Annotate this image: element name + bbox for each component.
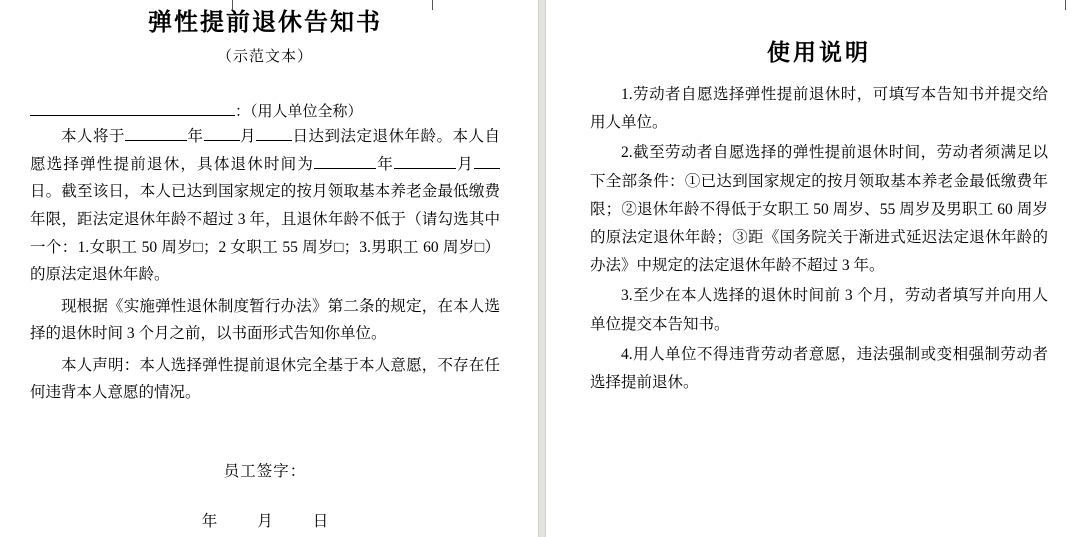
blank-month-1[interactable]: [204, 125, 240, 142]
seg-month-2: 月: [456, 155, 474, 173]
signature-date[interactable]: [30, 509, 500, 531]
instruction-item-1: 1.劳动者自愿选择弹性提前退休时，可填写本告知书并提交给用人单位。: [590, 86, 1048, 132]
paragraph-statement: 本人声明：本人选择弹性提前退休完全基于本人意愿，不存在任何违背本人意愿的情况。: [30, 356, 500, 402]
employer-name-blank[interactable]: [30, 100, 235, 116]
blank-year-2[interactable]: [314, 152, 376, 169]
seg-intro: 本人将于: [61, 128, 125, 146]
date-year-label: 年: [201, 512, 218, 530]
page-gutter: [538, 0, 546, 537]
date-month-label: 月: [257, 512, 273, 530]
seg-tail: 日。截至该日，本人已达到国家规定的按月领取基本养老金最低缴费年限，距法定退休年龄不超过 3 年，且退休年龄不低于（请勾选其中一个：1.女职工 50 周岁□；2 女职工 55 周岁□；3.男职工 60 周岁□）的原法定退休年龄。: [30, 183, 500, 284]
employer-name-label: ：（用人单位全称）: [235, 104, 363, 121]
seg-mid: 日达到法定退休年龄。本人自愿选择弹性提前退休，具体退休时间为: [30, 128, 500, 173]
crop-mark-top-right-page: [1065, 0, 1066, 10]
instruction-item-3: 3.至少在本人选择的退休时间前 3 个月，劳动者填写并向用人单位提交本告知书。: [590, 287, 1048, 333]
seg-month-1: 月: [239, 128, 256, 146]
crop-mark-top-left: [232, 0, 233, 10]
paragraph-regulation: 现根据《实施弹性退休制度暂行办法》第二条的规定，在本人选择的退休时间 3 个月之前，以书面形式告知你单位。: [30, 297, 500, 343]
blank-day-2[interactable]: [474, 152, 500, 169]
blank-month-2[interactable]: [394, 152, 456, 169]
instructions-title: 使用说明: [767, 40, 871, 65]
page-left: [0, 0, 538, 537]
page-right: [546, 0, 1080, 537]
instruction-item-2: 2.截至劳动者自愿选择的弹性提前退休时间，劳动者须满足以下全部条件：①已达到国家规定的按月领取基本养老金最低缴费年限；②退休年龄不得低于女职工 50 周岁、55 周岁及男职工 60 周岁的原法定退休年龄；③距《国务院关于渐进式延迟法定退休年龄的办法》中规定的法定退休年龄不超过 3 年。: [590, 144, 1048, 275]
page-title: 弹性提前退休告知书: [148, 10, 382, 36]
signature-label: 员工签字：: [223, 462, 307, 480]
page-subtitle: （示范文本）: [216, 49, 313, 66]
blank-day-1[interactable]: [256, 125, 292, 142]
date-day-label: 日: [312, 512, 329, 530]
blank-year-1[interactable]: [125, 125, 187, 142]
crop-mark-top-right: [432, 0, 433, 10]
seg-year-2: 年: [376, 155, 395, 173]
paragraph-declaration: [30, 123, 500, 288]
instruction-item-4: 4.用人单位不得违背劳动者意愿，违法强制或变相强制劳动者选择提前退休。: [590, 345, 1048, 392]
employer-name-field[interactable]: [30, 100, 500, 121]
seg-year-1: 年: [187, 128, 204, 146]
